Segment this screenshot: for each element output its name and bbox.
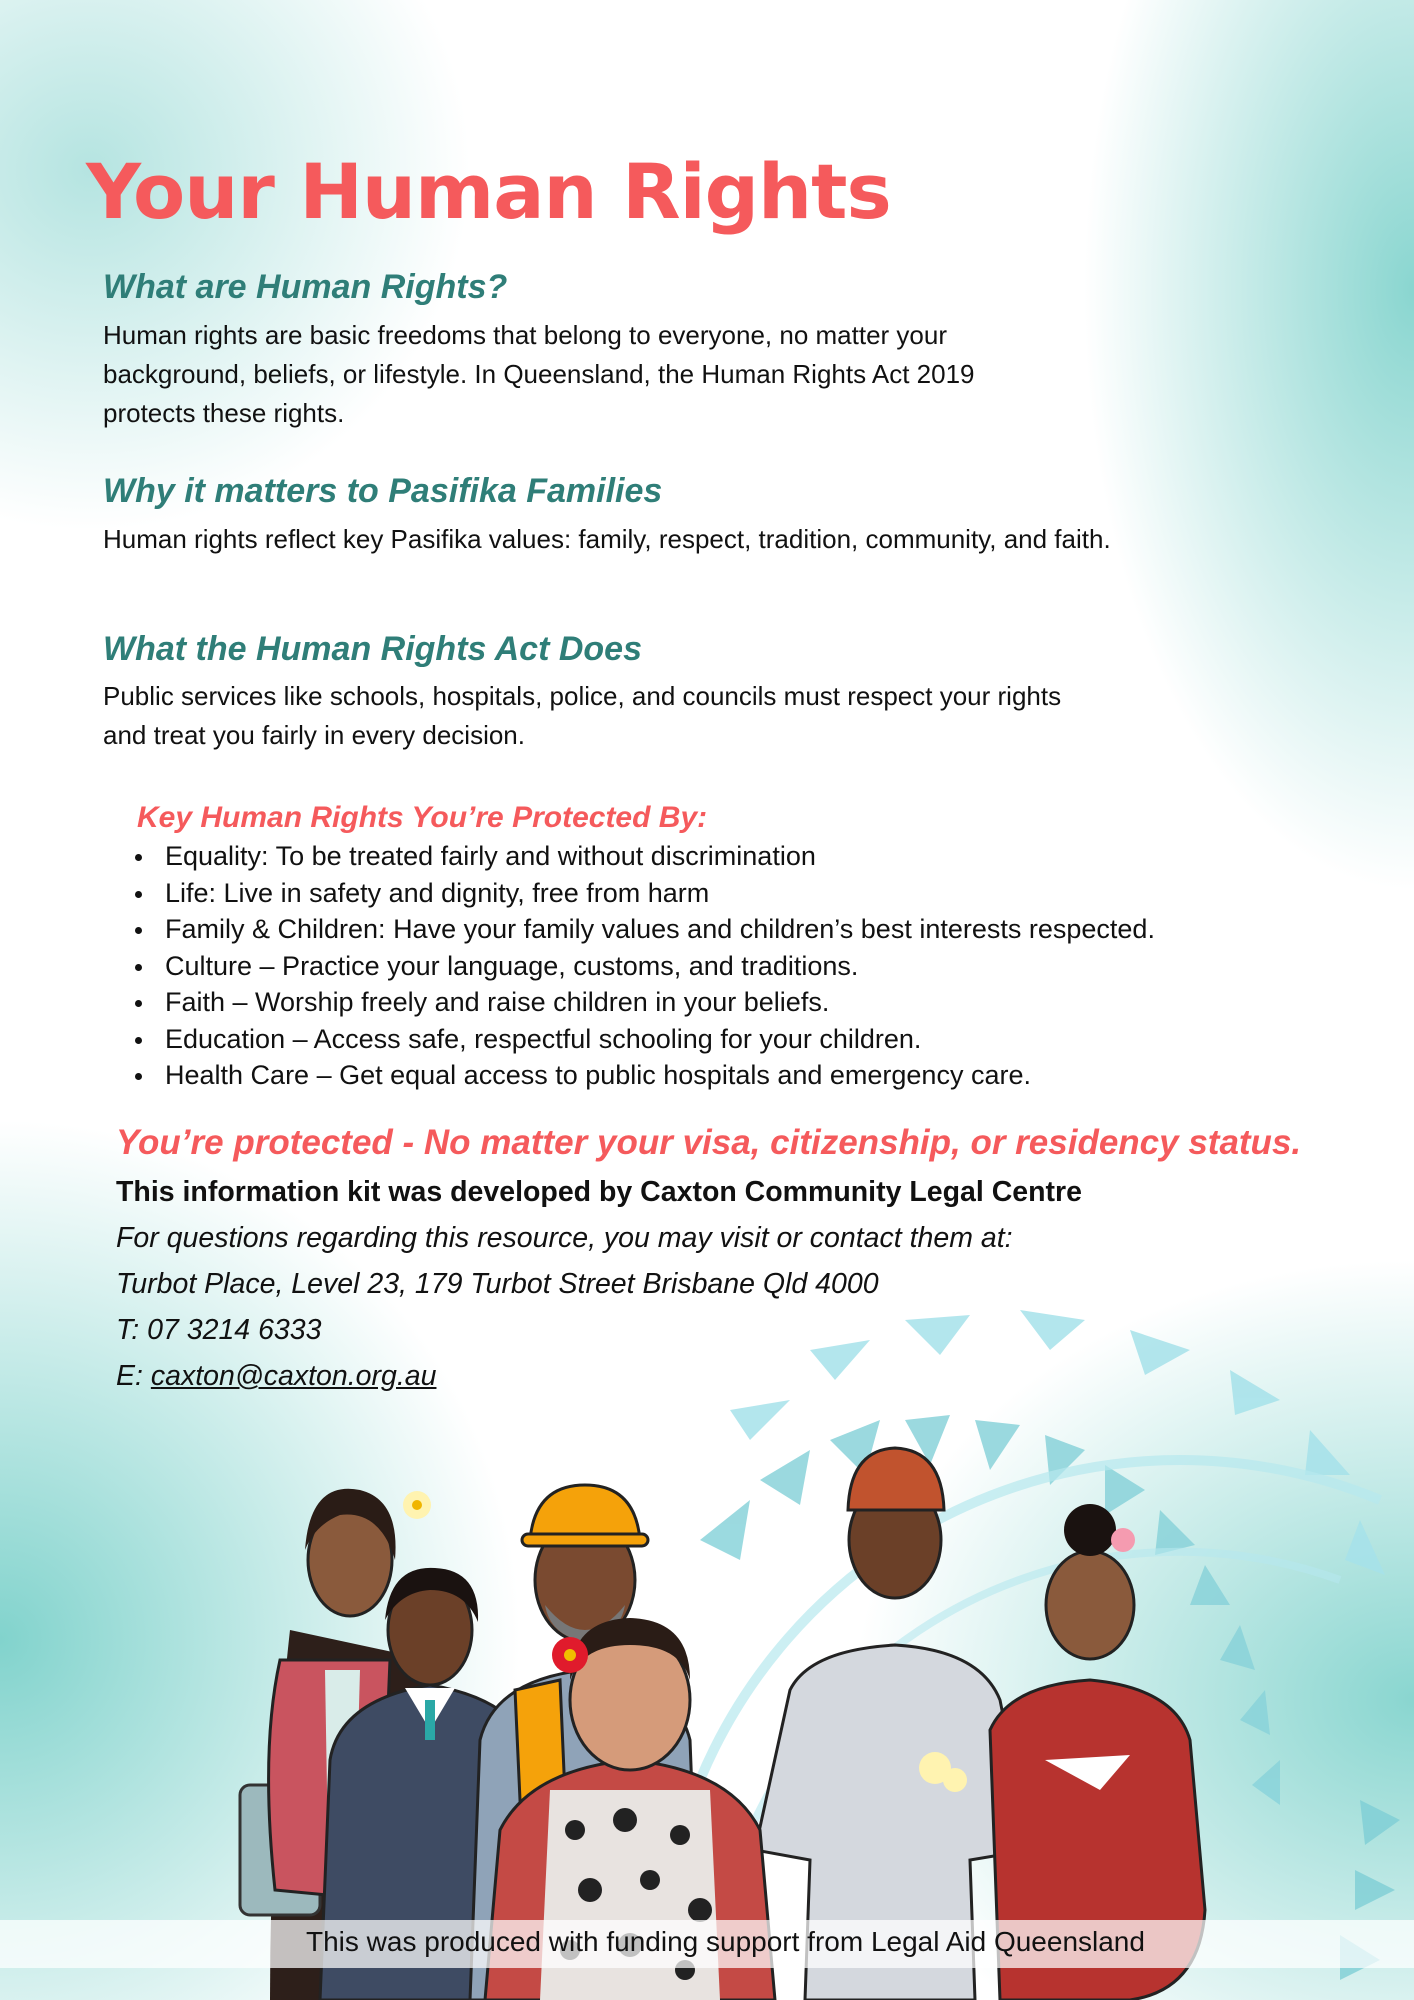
list-item: Life: Live in safety and dignity, free from harm (132, 875, 1155, 912)
text-line: Human rights reflect key Pasifika values: family, respect, tradition, community, and faith. (103, 524, 1111, 554)
section-body-what-act-does (103, 677, 1061, 755)
text-line: Public services like schools, hospitals, police, and councils must respect your rights (103, 681, 1062, 711)
email-link[interactable]: caxton@caxton.org.au (150, 1360, 437, 1392)
text-line: background, beliefs, or lifestyle. In Queensland, the Human Rights Act 2019 (103, 359, 975, 389)
list-item: Education – Access safe, respectful schooling for your children. (132, 1021, 1155, 1058)
page-title: Your Human Rights (86, 147, 891, 236)
text-line: protects these rights. (103, 398, 345, 428)
protected-statement: You’re protected - No matter your visa, citizenship, or residency status. (116, 1123, 1302, 1162)
section-heading-what-act-does: What the Human Rights Act Does (103, 630, 642, 668)
section-heading-why-it-matters: Why it matters to Pasifika Families (103, 472, 663, 510)
key-rights-list (132, 838, 1155, 1094)
key-rights-heading: Key Human Rights You’re Protected By: (137, 801, 708, 834)
list-item: Family & Children: Have your family values and children’s best interests respected. (132, 911, 1155, 948)
contact-phone: T: 07 3214 6333 (116, 1314, 322, 1346)
section-body-what-are-rights (103, 316, 975, 433)
text-line: Human rights are basic freedoms that belong to everyone, no matter your (103, 320, 947, 350)
section-body-why-it-matters (103, 520, 1111, 559)
list-item: Health Care – Get equal access to public hospitals and emergency care. (132, 1057, 1155, 1094)
section-heading-what-are-rights: What are Human Rights? (103, 268, 508, 306)
contact-email-line (116, 1360, 436, 1393)
person-man-beanie (755, 1448, 1030, 2000)
contact-address: Turbot Place, Level 23, 179 Turbot Street Brisbane Qld 4000 (116, 1268, 879, 1300)
email-prefix: E: (116, 1360, 151, 1392)
list-item: Culture – Practice your language, customs, and traditions. (132, 948, 1155, 985)
footer-funding-note: This was produced with funding support from Legal Aid Queensland (306, 1926, 1145, 1957)
developed-by-statement: This information kit was developed by Caxton Community Legal Centre (116, 1176, 1082, 1208)
list-item: Faith – Worship freely and raise children in your beliefs. (132, 984, 1155, 1021)
text-line: and treat you fairly in every decision. (103, 720, 525, 750)
community-people-illustration (230, 1430, 1210, 2000)
contact-intro: For questions regarding this resource, you may visit or contact them at: (116, 1222, 1013, 1254)
list-item: Equality: To be treated fairly and without discrimination (132, 838, 1155, 875)
